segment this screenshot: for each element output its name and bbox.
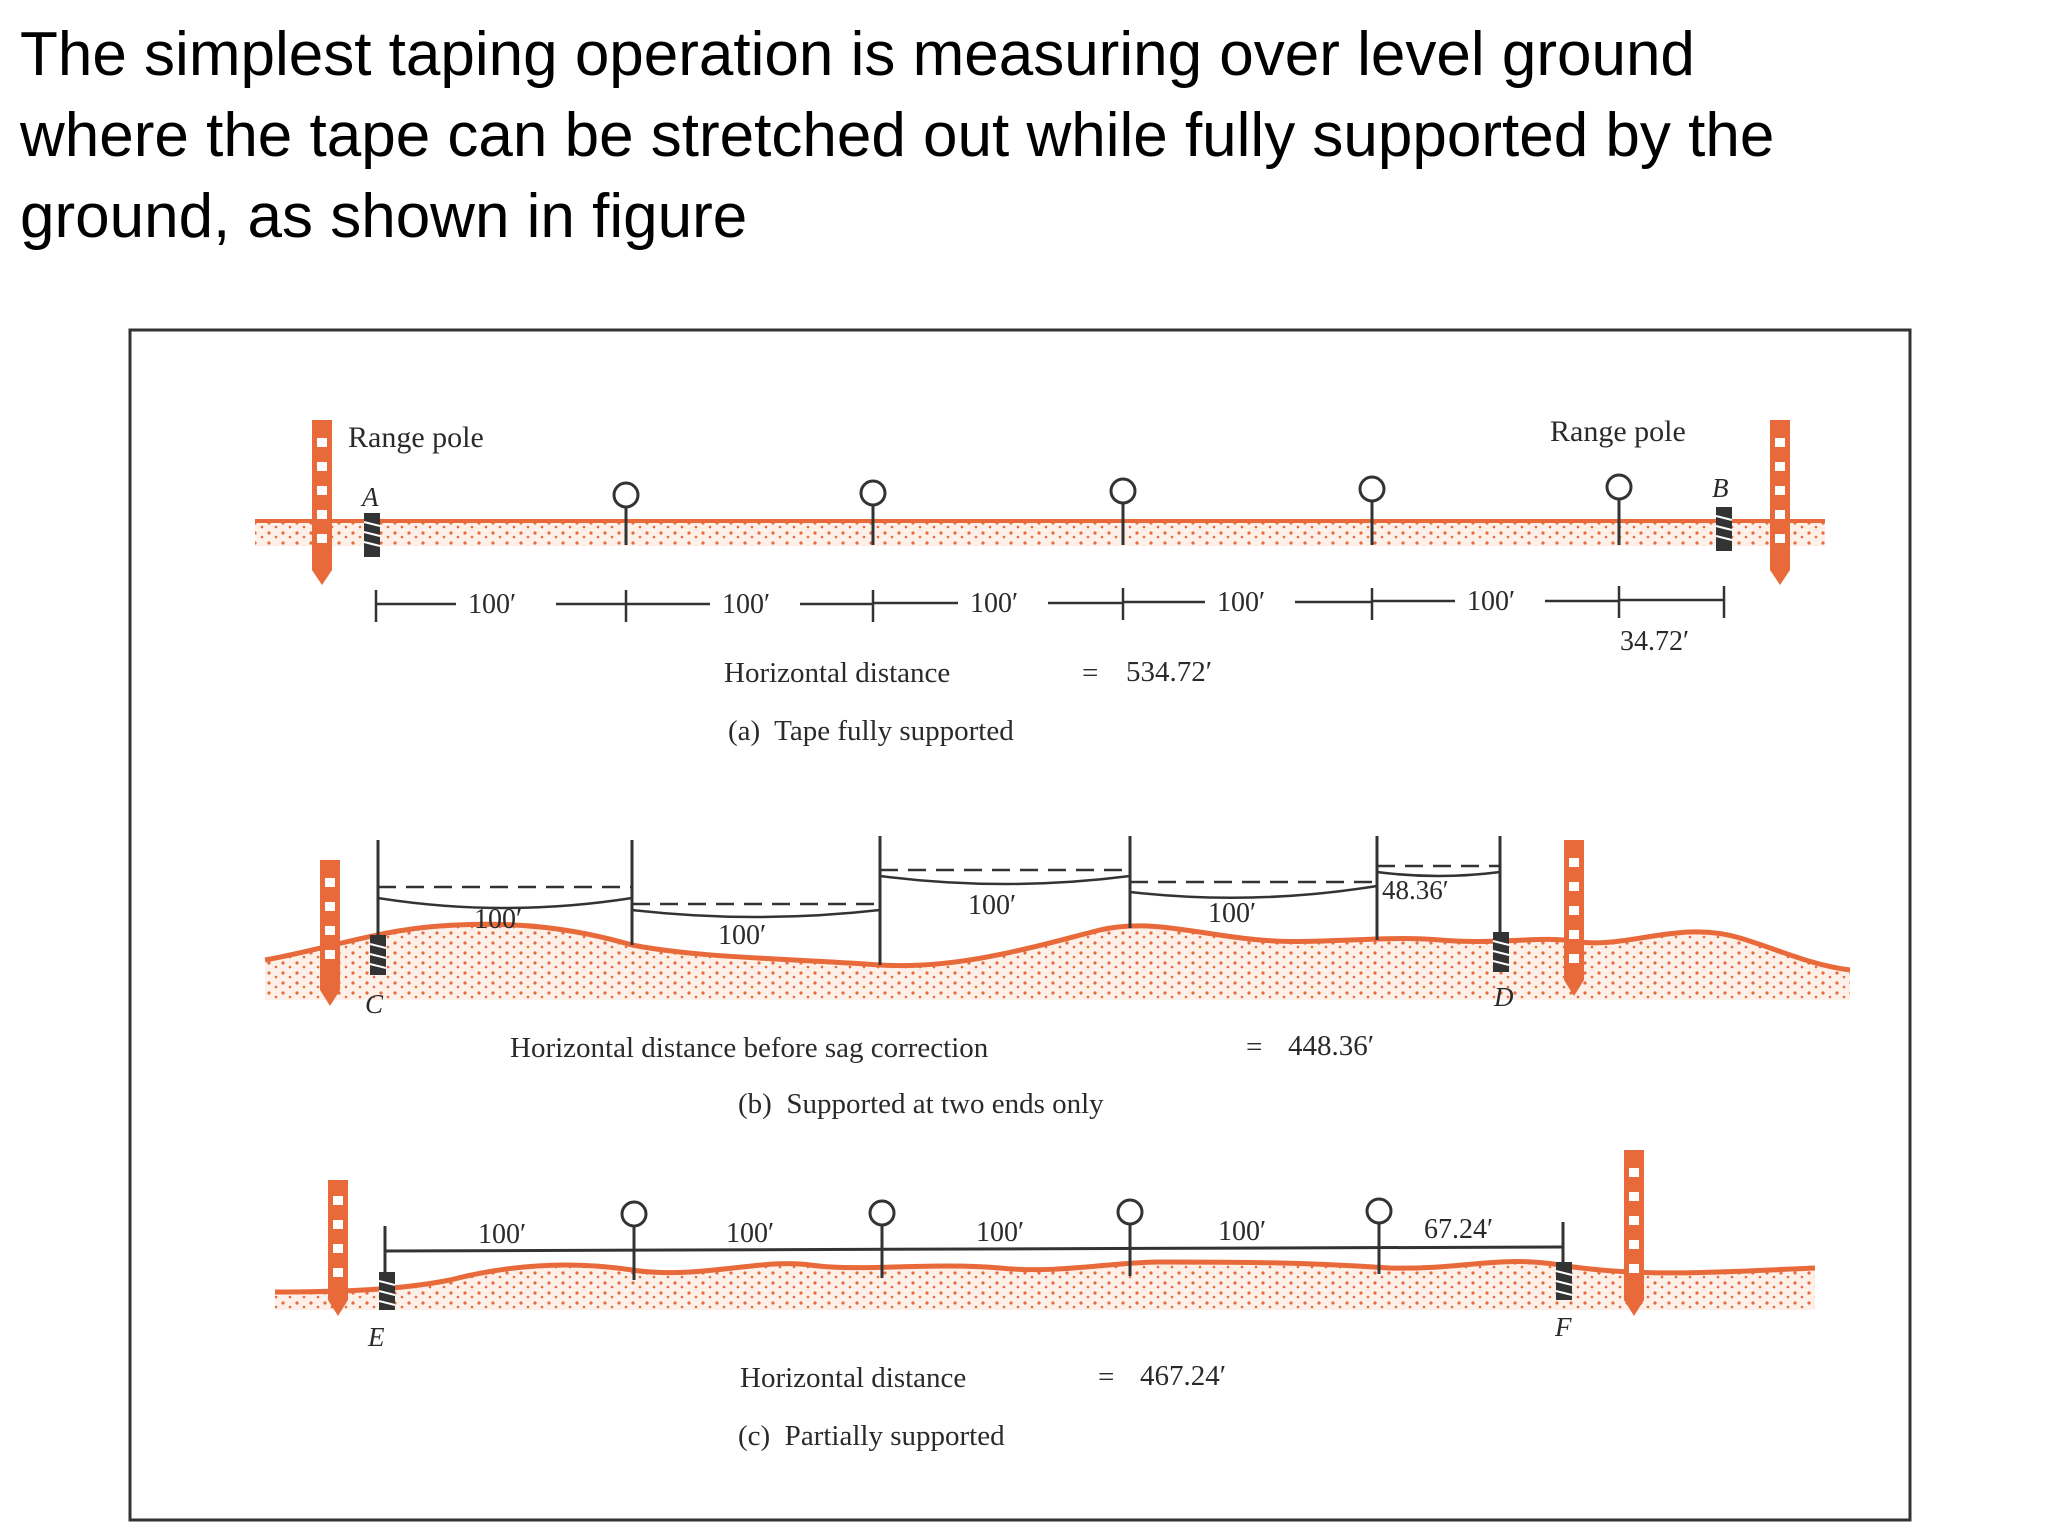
point-label-b: B	[1712, 473, 1729, 503]
slide-text-line-2: where the tape can be stretched out while fully supported by the	[20, 101, 1775, 170]
equals-sign-a: =	[1082, 657, 1099, 689]
ground-level-a	[255, 520, 1825, 546]
segment-label-c-1: 100′	[478, 1219, 527, 1250]
range-pole-right-label: Range pole	[1550, 415, 1686, 448]
caption-c: (c) Partially supported	[738, 1420, 1005, 1452]
figure-frame	[130, 330, 1910, 1520]
dimension-line-a	[376, 586, 1724, 622]
range-pole-icon	[1770, 420, 1790, 585]
horizontal-tape-c	[385, 1247, 1563, 1251]
slide-text-line-1: The simplest taping operation is measuring over level ground	[20, 20, 1695, 89]
stake-icon	[379, 1272, 395, 1310]
stake-icon	[364, 513, 380, 557]
equals-sign-b: =	[1246, 1031, 1263, 1063]
stake-icon	[370, 935, 386, 975]
segment-label-b-1: 100′	[474, 904, 523, 935]
segment-label-c-4: 100′	[1218, 1216, 1267, 1247]
remainder-label-c: 67.24′	[1424, 1214, 1494, 1245]
distance-value-a: 534.72′	[1126, 656, 1213, 688]
segment-label-c-3: 100′	[976, 1217, 1025, 1248]
segment-label-a-1: 100′	[468, 589, 517, 620]
point-label-c: C	[365, 989, 384, 1019]
panel-a	[255, 415, 1825, 747]
remainder-label-a: 34.72′	[1620, 626, 1690, 657]
range-pole-left-label: Range pole	[348, 421, 484, 454]
segment-label-a-4: 100′	[1217, 587, 1266, 618]
stake-icon	[1493, 932, 1509, 972]
stake-icon	[1556, 1262, 1572, 1300]
point-label-a: A	[362, 482, 379, 512]
segment-label-a-5: 100′	[1467, 586, 1516, 617]
distance-value-c: 467.24′	[1140, 1360, 1227, 1392]
taping-pin-icon	[1367, 1199, 1391, 1274]
distance-label-a: Horizontal distance	[724, 657, 951, 689]
segment-label-b-2: 100′	[718, 920, 767, 951]
horizontal-reference-b	[378, 866, 1500, 904]
range-pole-icon	[320, 860, 340, 1006]
caption-b: (b) Supported at two ends only	[738, 1088, 1104, 1120]
segment-label-a-3: 100′	[970, 588, 1019, 619]
point-label-e: E	[368, 1322, 385, 1352]
segment-label-b-4: 100′	[1208, 898, 1257, 929]
segment-label-a-2: 100′	[722, 589, 771, 620]
range-pole-icon	[328, 1180, 348, 1316]
remainder-label-b: 48.36′	[1382, 875, 1449, 905]
stake-icon	[1716, 507, 1732, 551]
caption-a: (a) Tape fully supported	[728, 715, 1014, 747]
point-label-f: F	[1555, 1312, 1572, 1342]
sagging-tape-b	[378, 872, 1500, 917]
distance-label-c: Horizontal distance	[740, 1362, 967, 1394]
ground-profile-b	[265, 924, 1850, 1000]
segment-label-b-3: 100′	[968, 890, 1017, 921]
distance-label-b: Horizontal distance before sag correction	[510, 1032, 989, 1064]
panel-c	[275, 1150, 1815, 1452]
range-pole-icon	[1564, 840, 1584, 996]
panel-b	[265, 836, 1850, 1120]
point-label-d: D	[1494, 982, 1514, 1012]
equals-sign-c: =	[1098, 1361, 1115, 1393]
distance-value-b: 448.36′	[1288, 1030, 1375, 1062]
segment-label-c-2: 100′	[726, 1218, 775, 1249]
range-pole-icon	[1624, 1150, 1644, 1316]
range-pole-icon	[312, 420, 332, 585]
slide-text-line-3: ground, as shown in figure	[20, 182, 748, 251]
